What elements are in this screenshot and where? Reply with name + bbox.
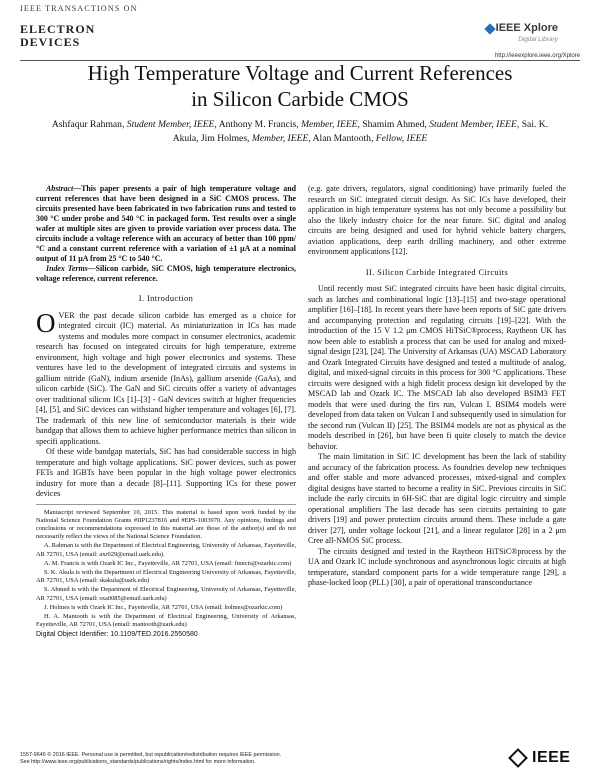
author-role: Student Member, IEEE, [126, 119, 217, 130]
ieee-diamond-icon [508, 748, 528, 768]
ieee-logo-text: IEEE [532, 749, 571, 766]
author-role: Member, IEEE, [251, 133, 311, 144]
author-role: Student Member, IEEE, [429, 119, 520, 130]
index-terms [36, 264, 296, 284]
journal-brand [20, 23, 95, 49]
ieee-xplore-logo[interactable] [458, 22, 558, 52]
index-terms-lead: Index Terms [46, 264, 88, 273]
author-name: Shamim Ahmed, [362, 119, 427, 130]
author-name: Ashfaqur Rahman, [51, 119, 125, 130]
author-name: Alan Mantooth, [312, 133, 374, 144]
footnote-affiliation: S. Ahmed is with the Department of Electrical Engineering, University of Arkansas, Fayetteville, AR 72701, USA (email: sxa0085@email.uark.edu) [36, 586, 296, 602]
intro-p1-text: VER the past decade silicon carbide has emerged as a choice for integrated circuit (IC) material. As miniaturization in ICs has made systems and modules more compact in consumer electronics, academic research has focused on integrated circuits for high temperature, extreme environment, high voltage and high power electronics and systems. These ventures have led to the development of integrated circuits and systems in gallium nitride (GaN), indium arsenide (InAs), gallium arsenide (GaAs), and silicon carbide (SiC). The GaN and SiC circuits offer a variety of advantages over traditional silicon ICs [1]–[3] - GaN devices switch at higher frequencies [4], [5], and SiC devices can withstand higher temperature and voltages [6], [7]. The trademark of this new line of semiconductor materials is their wide bandgap that allows them to achieve higher performance metrics than silicon in specifi applications. [36, 310, 296, 446]
intro-paragraph-2: Of these wide bandgap materials, SiC has had considerable success in high temperature and high voltage applications. SiC power devices, such as power FETs and IGBTs have been popular in the high voltage power electronics industry for more than a decade [8]–[11]. Supporting ICs for these power devices [36, 447, 296, 498]
footnote-affiliation: H. A. Mantooth is with the Department of Electrical Engineering, University of Arkansas, Fayetteville, AR 72701, USA (email: mantooth@uark.edu) [36, 612, 296, 629]
xplore-tagline: Digital Library [518, 36, 558, 43]
footnote-affiliation: S. K. Akula is with the Department of Electrical Engineering University of Arkansas, Fayetteville, AR 72701, USA (email: skakula@uark.edu) [36, 568, 296, 585]
drop-cap: O [36, 307, 56, 338]
journal-name-line2: ELECTRON [20, 22, 96, 36]
xplore-diamond-icon [484, 23, 496, 35]
title-line2: in Silicon Carbide CMOS [191, 87, 409, 111]
author-name: Anthony M. Francis, [218, 119, 299, 130]
footnote-affiliation: A. M. Francis is with Ozark IC Inc., Fayetteville, AR 72701, USA (email: fmncis@ozarkic.com) [44, 559, 292, 567]
xplore-name: IEEE Xplore [495, 22, 558, 34]
sec2-paragraph-2: The main limitation in SiC IC development has been the lack of stability and accuracy of the fabrication process. As foundries develop new techniques and offer stable and more advanced processes, mixed-signal and complex digital designs have started to become a reality in SiC. Previous circuits in SiC include the early circuits in 6H-SiC that are digital logic circuitry and simple operational amplifiers The last decade has seen circuits pertaining to gate drivers [19] and power protection circuits around them. These include a gate driver [27], under voltage lockout [21], and a linear regulator [28] in a 2 μm Cree all-NMOS SiC process. [308, 452, 566, 545]
paper-title [20, 60, 580, 112]
footnote-affiliation: J. Holmes is with Ozark IC Inc., Fayetteville, AR 72701, USA (email: holmes@ozarkic.com) [44, 603, 283, 611]
xplore-url[interactable]: http://ieeexplore.ieee.org/Xplore [494, 53, 580, 59]
abstract-text: —This paper presents a pair of high temperature voltage and current references that have been designed in a SiC CMOS process. The circuits presented have been fabricated in two fabrication runs and tested to 300 °C under probe and 540 °C in packaged form. Test results over a single wafer at multiple sites are given to provide variation over process data. The circuits include a voltage reference with an accuracy of better than 100 ppm/°C and a constant current reference with a variation of ±1 μA at a nominal output of 11 μA from 25 °C to 540 °C. [36, 184, 296, 263]
footnotes [36, 504, 296, 640]
sec2-paragraph-1: Until recently most SiC integrated circuits have been basic digital circuits, such as latches and combinational logic [13]–[15] and two-stage operational amplifier [16]–[18]. In recent years there have been reports of SiC gate drivers and accompanying protection and regulating circuits [19]–[22]. With the introduction of the 15 V 1.2 μm CMOS HiTSiC®process, Raytheon UK has now been able to establish a process that can be used for analog and mixed-signal design [23], [24]. The University of Arkansas (UA) MSCAD Laboratory and Ozark Integrated Circuits have designed and tested a multitude of analog, digital, and mixed-signal circuits in this process for 300 °C applications. These circuits were designed with a high fidelit process design kit developed by the MSCAD lab and Ozark IC. The MSCAD lab also developed BSIM3 FET models that were used during the firs run, Vulcan I. BSIM4 models were developed from data taken on Vulcan I and subsequently used in simulation for the second run (Vulcan II) [25]. The BSIM4 models are not as physical as the models described in [26], but have been fi quite closely to match the device behavior. [308, 284, 566, 451]
sec2-paragraph-3: The circuits designed and tested in the Raytheon HiTSiC®process by the UA and Ozark IC include synchronous and asynchronous logic circuits at high temperature, standard component parts for a wide temperature range [29], a phase-locked loop (PLL) [30], a pair of operational transconductance [308, 546, 566, 587]
section-heading-sic-ics: II. Silicon Carbide Integrated Circuits [365, 267, 509, 277]
author-list [40, 118, 560, 146]
author-role: Member, IEEE, [301, 119, 360, 130]
copyright-line: 1557-9646 © 2016 IEEE. Personal use is permitted, but republication/redistribution requires IEEE permission. [20, 752, 282, 758]
section-heading-introduction: I. Introduction [138, 294, 194, 303]
doi[interactable]: Digital Object Identifier: 10.1109/TED.2016.2550580 [36, 631, 198, 639]
index-terms-text: —Silicon carbide, SiC CMOS, high temperature electronics, voltage reference, current reference. [36, 264, 297, 283]
rights-info-line[interactable]: See http://www.ieee.org/publications_standards/publications/rights/index.html for more information. [20, 759, 256, 765]
footnote-affiliation: A. Rahman is with the Department of Electrical Engineering, University of Arkansas, Fayetteville, AR 72701, USA (email: axr029@email.uark.edu). [36, 542, 297, 558]
author-name: Sai. K. Akula, Jim Holmes, [172, 119, 549, 144]
abstract-lead: Abstract [46, 184, 74, 193]
copyright-footer [20, 752, 500, 766]
title-line1: High Temperature Voltage and Current References [87, 61, 513, 85]
right-column [308, 184, 566, 589]
intro-paragraph-continued: (e.g. gate drivers, regulators, signal conditioning) have primarily fueled the research on SiC integrated circuit design. As SiC ICs have developed, their application in high temperature systems has not only become a possibility but also the likely industry choice for the near future. SiC digital and analog circuits are being designed and used for hybrid vehicle battery chargers, aviation applications, deep earth drilling machinery, and other extreme environment applications [12]. [308, 184, 566, 256]
journal-name-line1: IEEE TRANSACTIONS ON [20, 4, 138, 13]
abstract [36, 184, 296, 264]
left-column [36, 184, 296, 640]
ieee-logo [506, 749, 582, 769]
journal-name-line3: DEVICES [20, 35, 81, 49]
author-role: Fellow, IEEE [375, 133, 428, 144]
footnote-manuscript: Manuscript reviewed September 10, 2015. This material is based upon work funded by the National Science Foundation Grants #IIP1237816 and #EPS-1003970. Any opinions, findings and conclusions or recommendations expressed in this material are those of the author(s) and do not necessarily reflect the views of the National Science Foundation. [36, 508, 296, 541]
intro-paragraph-1 [36, 307, 296, 448]
